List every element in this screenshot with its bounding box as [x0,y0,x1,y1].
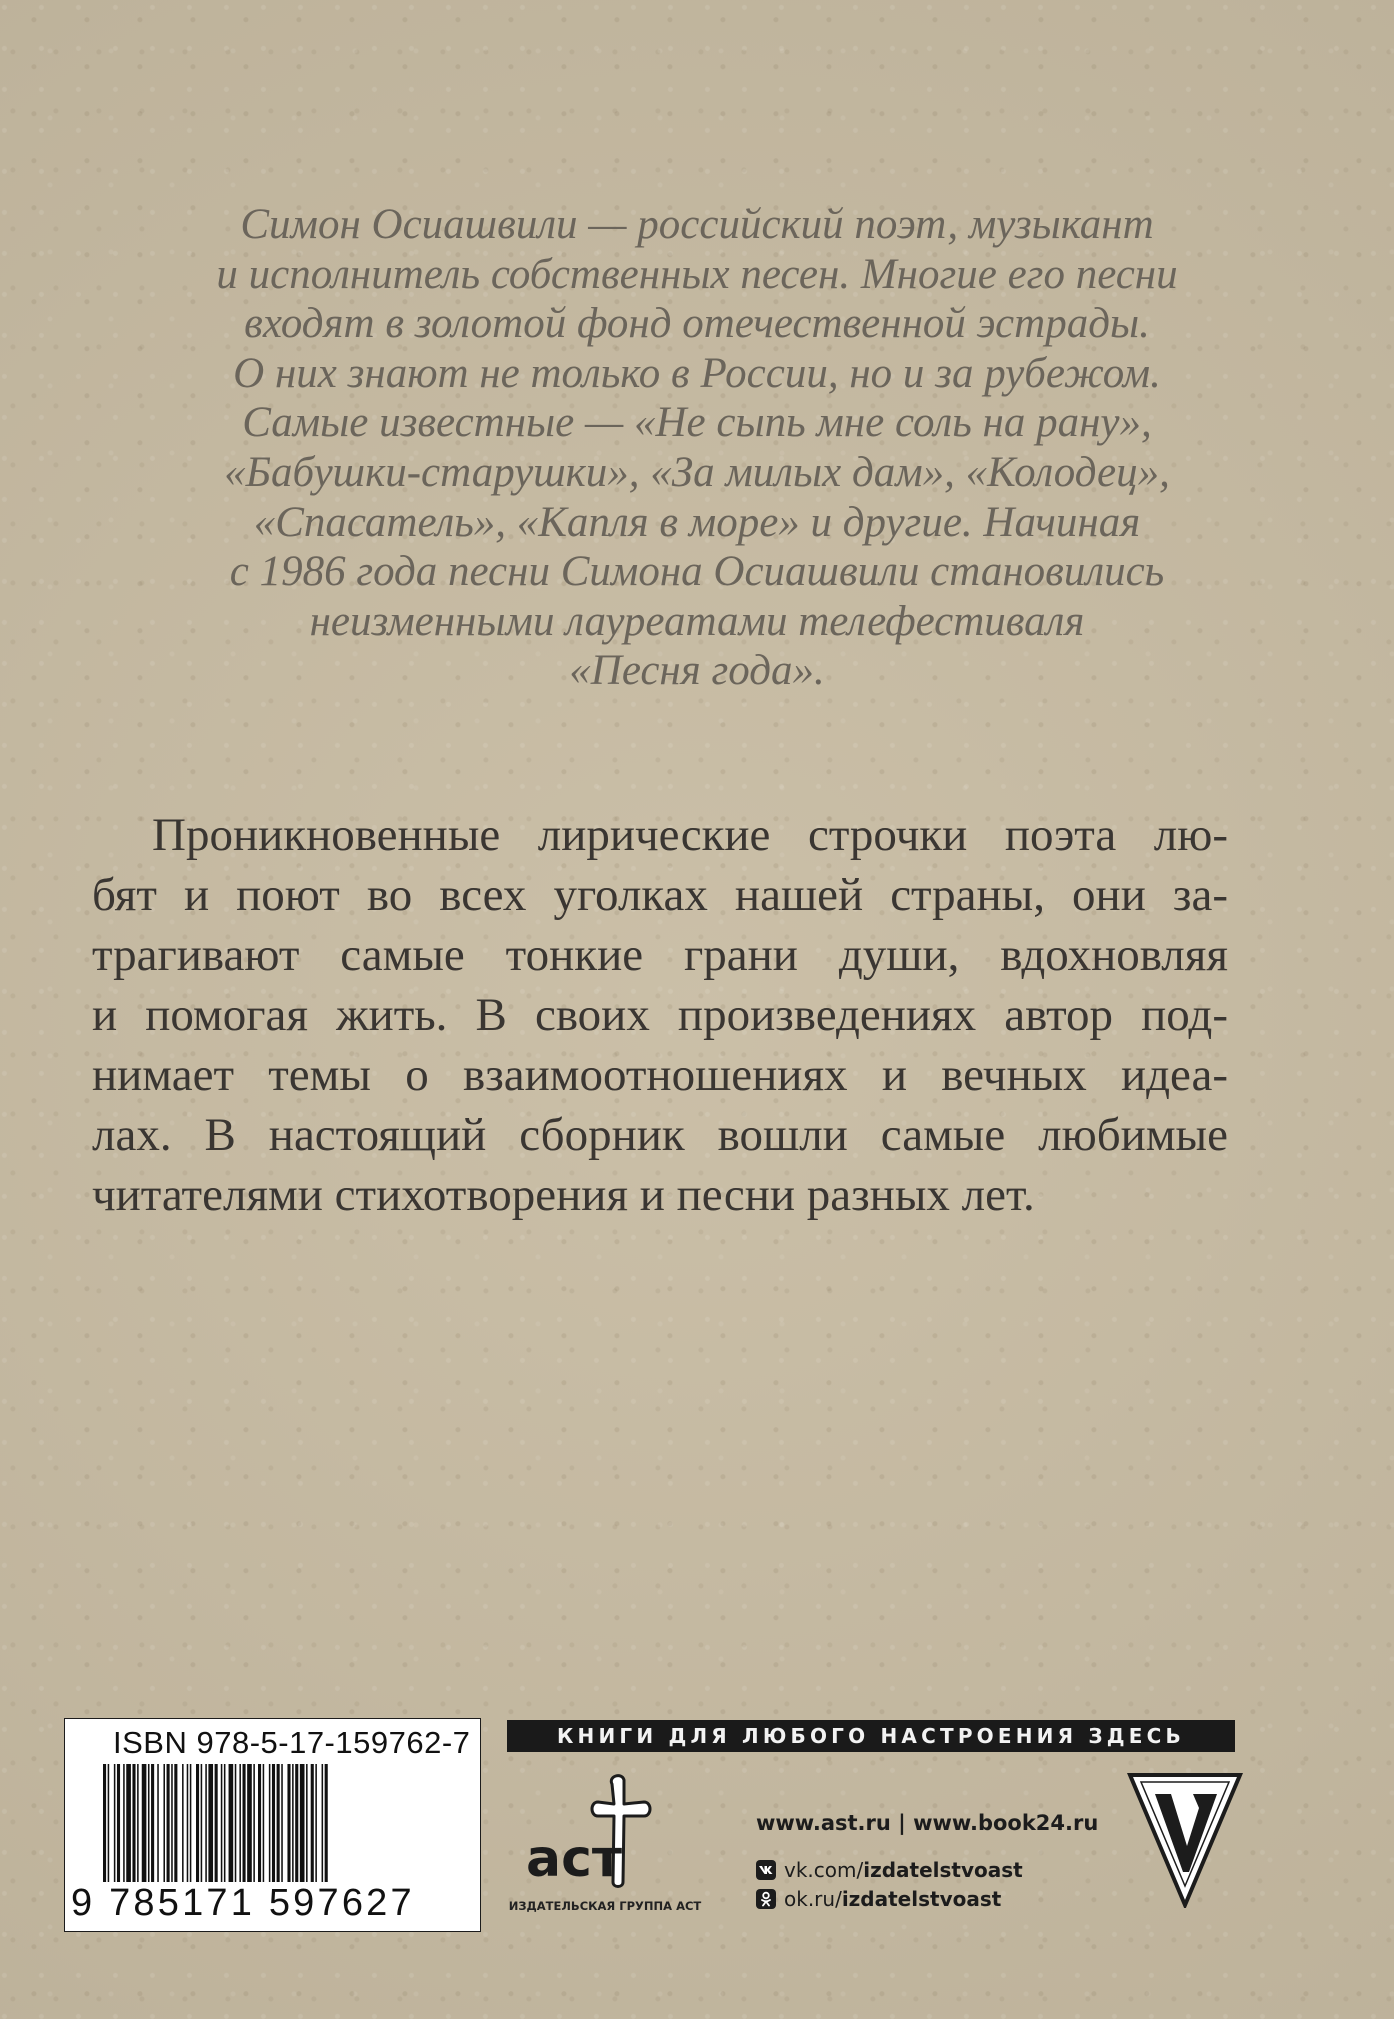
barcode-bar [196,1764,199,1882]
barcode-bar [132,1764,135,1882]
bio-line: неизменными лауреатами телефестиваля [309,597,1085,645]
barcode-bar [171,1764,173,1882]
barcode-bar [247,1764,252,1882]
vk-link[interactable] [756,1858,1023,1882]
barcode-bar [295,1764,298,1882]
barcode-bar [258,1764,261,1882]
barcode-bar [239,1764,241,1882]
barcode-bar [182,1764,184,1882]
barcode-bar [300,1764,305,1882]
bio-line: О них знают не только в России, но и за рубежом. [233,349,1161,397]
barcode-bar [263,1764,265,1882]
barcode-bar [292,1764,294,1882]
barcode-bar [208,1764,213,1882]
description-line: и помогая жить. В своих произведениях автор под- [92,989,1228,1041]
ok-handle: izdatelstvoast [841,1887,1002,1911]
bio-line: входят в золотой фонд отечественной эстрады. [244,300,1150,348]
barcode-bar [272,1764,275,1882]
barcode-bar [114,1764,116,1882]
barcode-bar [148,1764,150,1882]
ok-domain: ok.ru/ [784,1887,842,1911]
barcode-bar [163,1764,165,1882]
barcode-bar [205,1764,207,1882]
description-line: нимает темы о взаимоотношениях и вечных идеа- [92,1049,1228,1101]
ast-logo-text: аст [526,1829,623,1889]
websites[interactable]: www.ast.ru | www.book24.ru [756,1811,1099,1835]
description-line: лах. В настоящий сборник вошли самые любимые [92,1109,1228,1161]
ok-link[interactable] [756,1887,1001,1911]
barcode-bar [269,1764,271,1882]
publisher-group-name: ИЗДАТЕЛЬСКАЯ ГРУППА АСТ [508,1899,702,1913]
barcode-icon [103,1764,457,1882]
bio-line: и исполнитель собственных песен. Многие его песни [216,250,1178,298]
isbn-barcode-box [64,1718,481,1932]
barcode-bar [126,1764,131,1882]
bio-line: Симон Осиашвили — российский поэт, музыкант [240,201,1154,248]
vk-icon [756,1860,776,1880]
ast-logo-icon [520,1770,660,1890]
bio-line: Самые известные — «Не сыпь мне соль на рану», [242,399,1152,447]
v-imprint-logo-icon [1127,1772,1243,1908]
barcode-bar [235,1764,237,1882]
barcode-bar [229,1764,234,1882]
barcode-bar [306,1764,308,1882]
barcode-bar [137,1764,139,1882]
author-bio [110,200,1284,696]
description-line: бят и поют во всех уголках нашей страны, они за- [92,869,1228,921]
description-line: трагивают самые тонкие грани души, вдохновляя [92,929,1228,981]
barcode-bar [190,1764,192,1882]
barcode-bar [311,1764,314,1882]
barcode-bar [243,1764,246,1882]
barcode-bar [117,1764,120,1882]
barcode-digits: 9 785171 597627 [71,1882,415,1924]
bio-line: с 1986 года песни Симона Осиашвили становились [229,548,1165,596]
barcode-bar [253,1764,255,1882]
isbn-label: ISBN 978-5-17-159762-7 [113,1725,471,1760]
bio-line: «Бабушки-старушки», «За милых дам», «Колодец», [224,448,1170,496]
bio-line: «Спасатель», «Капля в море» и другие. Начиная [253,498,1141,546]
barcode-bar [221,1764,223,1882]
barcode-bar [187,1764,189,1882]
odnoklassniki-icon [756,1889,776,1909]
barcode-bar [287,1764,290,1882]
barcode-bar [224,1764,226,1882]
barcode-bar [167,1764,170,1882]
barcode-bar [277,1764,280,1882]
barcode-bar [142,1764,147,1882]
barcode-bar [157,1764,159,1882]
barcode-bar [108,1764,110,1882]
barcode-bar [123,1764,125,1882]
vk-domain: vk.com/ [784,1858,864,1882]
barcode-bar [215,1764,218,1882]
barcode-bar [325,1764,328,1882]
bio-line: «Песня года». [569,647,825,695]
barcode-bar [174,1764,177,1882]
barcode-bar [281,1764,283,1882]
barcode-bar [315,1764,317,1882]
slogan-bar: КНИГИ ДЛЯ ЛЮБОГО НАСТРОЕНИЯ ЗДЕСЬ [507,1720,1235,1752]
barcode-bar [103,1764,106,1882]
vk-handle: izdatelstvoast [863,1858,1023,1882]
book-description [92,805,1228,1225]
barcode-bar [151,1764,154,1882]
description-line: читателями стихотворения и песни разных лет. [92,1169,1035,1221]
barcode-bar [322,1764,324,1882]
description-line: Проникновенные лирические строчки поэта лю- [152,809,1228,861]
barcode-bar [201,1764,203,1882]
